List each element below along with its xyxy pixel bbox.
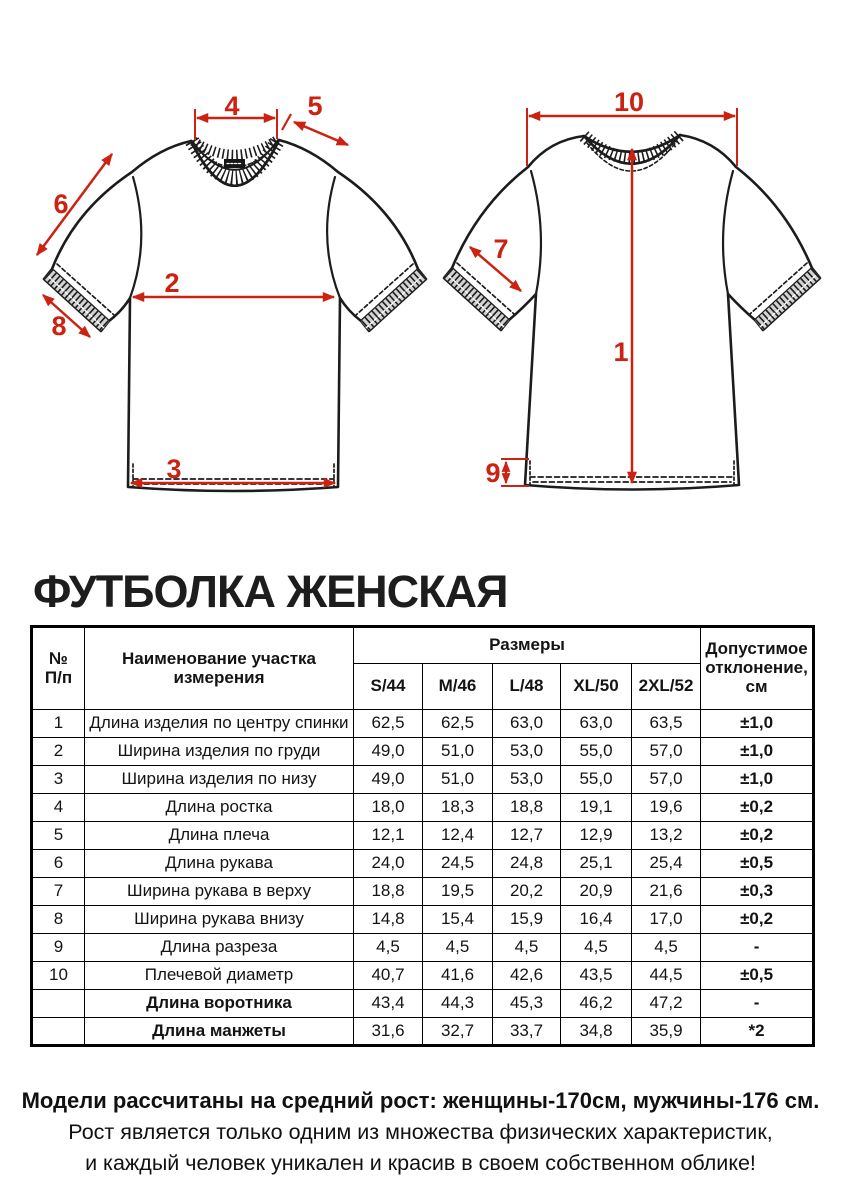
row-name: Длина манжеты	[85, 1018, 354, 1046]
sleeve-top-width-label: 7	[493, 234, 509, 264]
row-value: 19,1	[561, 794, 632, 822]
row-value: 55,0	[561, 766, 632, 794]
measure-5-arrow	[294, 122, 348, 145]
row-value: 18,0	[354, 794, 423, 822]
row-value: 15,4	[423, 906, 493, 934]
footer-note-line3: и каждый человек уникален и красив в своем собственном облике!	[85, 1151, 756, 1175]
row-name: Ширина рукава внизу	[85, 906, 354, 934]
row-value: 25,4	[632, 850, 701, 878]
row-num: 7	[32, 878, 85, 906]
row-value: 32,7	[423, 1018, 493, 1046]
row-value: 51,0	[423, 738, 493, 766]
row-tolerance: ±0,3	[701, 878, 814, 906]
slit-length-label: 9	[485, 458, 501, 488]
row-name: Ширина изделия по низу	[85, 766, 354, 794]
row-value: 18,8	[493, 794, 561, 822]
col-header-size-l: L/48	[493, 664, 561, 710]
row-tolerance: ±0,2	[701, 906, 814, 934]
footer-note	[0, 1085, 841, 1180]
tshirt-front-diagram	[20, 80, 430, 520]
row-value: 20,9	[561, 878, 632, 906]
row-tolerance: ±0,5	[701, 962, 814, 990]
row-value: 20,2	[493, 878, 561, 906]
row-value: 24,5	[423, 850, 493, 878]
row-tolerance: -	[701, 934, 814, 962]
table-header-row-1	[32, 627, 814, 664]
row-name: Длина плеча	[85, 822, 354, 850]
col-header-sizes-group: Размеры	[354, 627, 701, 664]
table-row	[32, 794, 814, 822]
col-header-num-line1: №	[49, 648, 68, 668]
row-num: 3	[32, 766, 85, 794]
bottom-width-label: 3	[166, 454, 182, 484]
col-header-num	[32, 627, 85, 710]
row-value: 51,0	[423, 766, 493, 794]
size-table	[30, 625, 815, 1047]
row-tolerance: ±0,2	[701, 822, 814, 850]
row-value: 44,3	[423, 990, 493, 1018]
row-num: 5	[32, 822, 85, 850]
row-value: 12,7	[493, 822, 561, 850]
row-value: 16,4	[561, 906, 632, 934]
row-value: 47,2	[632, 990, 701, 1018]
col-header-tol-line1: Допустимое	[705, 639, 808, 659]
row-value: 25,1	[561, 850, 632, 878]
row-name: Длина воротника	[85, 990, 354, 1018]
row-tolerance: ±0,5	[701, 850, 814, 878]
row-value: 43,4	[354, 990, 423, 1018]
row-value: 35,9	[632, 1018, 701, 1046]
row-value: 53,0	[493, 766, 561, 794]
table-row	[32, 878, 814, 906]
row-value: 41,6	[423, 962, 493, 990]
row-value: 14,8	[354, 906, 423, 934]
row-tolerance: ±1,0	[701, 710, 814, 738]
sleeve-length-label: 6	[53, 189, 69, 219]
col-header-size-m: M/46	[423, 664, 493, 710]
col-header-tol-line2: отклонение,	[705, 658, 808, 678]
measure-5-tick	[282, 114, 291, 130]
row-num: 1	[32, 710, 85, 738]
cuff-width-label: 8	[51, 311, 67, 341]
row-value: 46,2	[561, 990, 632, 1018]
footer-height-note: Модели рассчитаны на средний рост: женщины-170см, мужчины-176 см.	[21, 1088, 820, 1113]
row-num: 6	[32, 850, 85, 878]
col-header-size-2xl: 2XL/52	[632, 664, 701, 710]
row-value: 17,0	[632, 906, 701, 934]
col-header-size-s: S/44	[354, 664, 423, 710]
col-header-num-line2: П/п	[44, 667, 73, 687]
row-value: 21,6	[632, 878, 701, 906]
row-name: Длина разреза	[85, 934, 354, 962]
row-num: 9	[32, 934, 85, 962]
row-value: 55,0	[561, 738, 632, 766]
col-header-tolerance	[701, 627, 814, 710]
row-tolerance: *2	[701, 1018, 814, 1046]
col-header-name-line1: Наименование участка	[122, 648, 316, 668]
row-value: 63,0	[493, 710, 561, 738]
row-value: 44,5	[632, 962, 701, 990]
table-row	[32, 766, 814, 794]
row-value: 57,0	[632, 738, 701, 766]
row-name: Ширина рукава в верху	[85, 878, 354, 906]
table-row	[32, 822, 814, 850]
row-num	[32, 990, 85, 1018]
neck-width-label: 4	[224, 91, 240, 121]
row-value: 4,5	[354, 934, 423, 962]
col-header-size-xl: XL/50	[561, 664, 632, 710]
row-value: 43,5	[561, 962, 632, 990]
row-value: 57,0	[632, 766, 701, 794]
row-value: 4,5	[561, 934, 632, 962]
row-value: 4,5	[493, 934, 561, 962]
row-value: 24,0	[354, 850, 423, 878]
row-num: 8	[32, 906, 85, 934]
table-row	[32, 990, 814, 1018]
back-collar-through-neck-ribbing	[193, 140, 277, 155]
page-title: ФУТБОЛКА ЖЕНСКАЯ	[33, 566, 508, 617]
row-value: 18,8	[354, 878, 423, 906]
row-value: 49,0	[354, 738, 423, 766]
tshirt-back-diagram	[430, 80, 841, 520]
row-value: 45,3	[493, 990, 561, 1018]
row-value: 62,5	[354, 710, 423, 738]
row-value: 12,1	[354, 822, 423, 850]
row-value: 42,6	[493, 962, 561, 990]
row-tolerance: ±1,0	[701, 738, 814, 766]
col-header-name-line2: измерения	[173, 667, 265, 687]
row-tolerance: -	[701, 990, 814, 1018]
col-header-name	[85, 627, 354, 710]
row-num: 2	[32, 738, 85, 766]
row-num: 4	[32, 794, 85, 822]
table-row	[32, 906, 814, 934]
row-tolerance: ±1,0	[701, 766, 814, 794]
front-shirt-drawing	[44, 140, 426, 491]
row-value: 34,8	[561, 1018, 632, 1046]
row-value: 63,5	[632, 710, 701, 738]
row-value: 31,6	[354, 1018, 423, 1046]
row-value: 24,8	[493, 850, 561, 878]
table-row	[32, 738, 814, 766]
row-value: 62,5	[423, 710, 493, 738]
row-value: 13,2	[632, 822, 701, 850]
shoulder-diameter-label: 10	[613, 87, 645, 117]
chest-width-label: 2	[164, 268, 180, 298]
row-value: 19,6	[632, 794, 701, 822]
row-value: 53,0	[493, 738, 561, 766]
row-value: 4,5	[423, 934, 493, 962]
row-value: 18,3	[423, 794, 493, 822]
table-row	[32, 850, 814, 878]
row-name: Плечевой диаметр	[85, 962, 354, 990]
row-value: 12,9	[561, 822, 632, 850]
row-num	[32, 1018, 85, 1046]
row-value: 4,5	[632, 934, 701, 962]
back-length-label: 1	[613, 337, 629, 367]
col-header-tol-line3: см	[745, 676, 768, 696]
row-value: 19,5	[423, 878, 493, 906]
row-value: 63,0	[561, 710, 632, 738]
table-row	[32, 710, 814, 738]
row-value: 15,9	[493, 906, 561, 934]
table-row	[32, 962, 814, 990]
row-name: Длина ростка	[85, 794, 354, 822]
row-value: 49,0	[354, 766, 423, 794]
table-row	[32, 934, 814, 962]
row-tolerance: ±0,2	[701, 794, 814, 822]
row-value: 12,4	[423, 822, 493, 850]
row-name: Ширина изделия по груди	[85, 738, 354, 766]
row-name: Длина изделия по центру спинки	[85, 710, 354, 738]
footer-note-line2: Рост является только одним из множества физических характеристик,	[68, 1119, 773, 1144]
row-value: 33,7	[493, 1018, 561, 1046]
row-name: Длина рукава	[85, 850, 354, 878]
table-row	[32, 1018, 814, 1046]
shoulder-length-label: 5	[307, 91, 323, 121]
row-value: 40,7	[354, 962, 423, 990]
row-num: 10	[32, 962, 85, 990]
